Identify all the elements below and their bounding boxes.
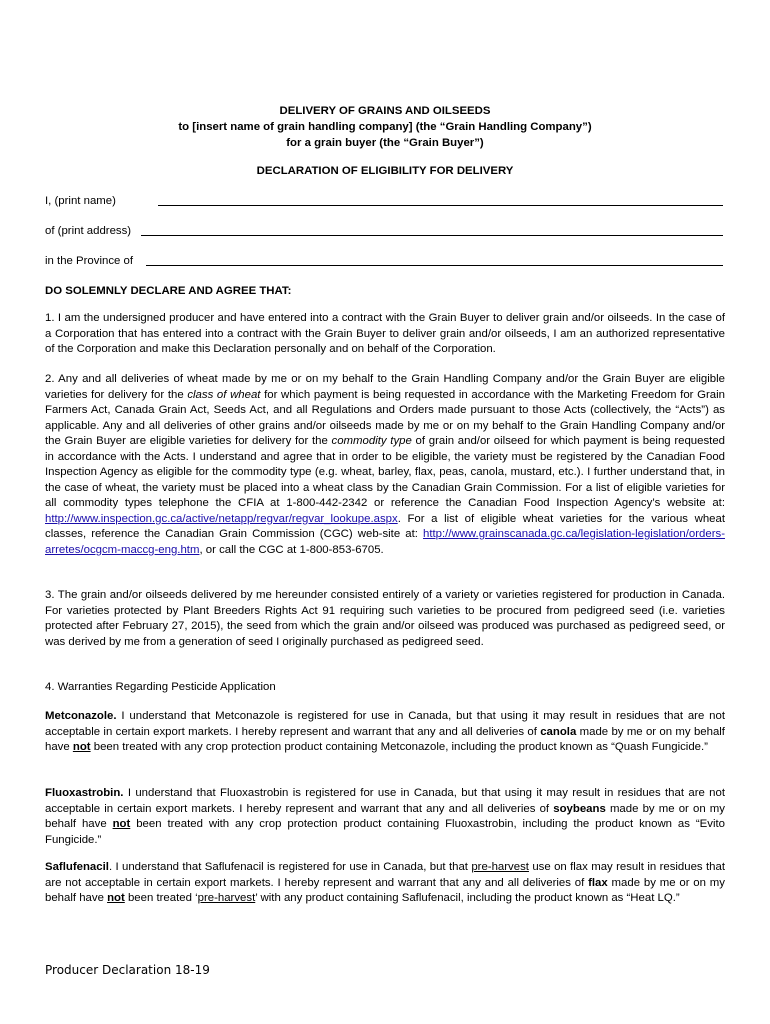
commodity-type-term: commodity type xyxy=(331,435,412,447)
print-address-blank[interactable] xyxy=(141,235,723,236)
metconazole-text-a: I understand that Metconazole is registered for use in Canada, but that using it may result in residues that are not acceptable in certain export markets. I hereby represent and warrant that any and all deliveries of xyxy=(45,710,725,738)
header-line-1: DELIVERY OF GRAINS AND OILSEEDS xyxy=(279,105,491,117)
fluoxastrobin-not: not xyxy=(112,818,131,830)
saflufenacil-title: Saflufenacil xyxy=(45,861,109,873)
header-line-2: to [insert name of grain handling company] (the “Grain Handling Company”) xyxy=(178,121,592,133)
fluoxastrobin-crop: soybeans xyxy=(553,802,606,815)
print-name-label: I, (print name) xyxy=(45,195,116,207)
metconazole-text-b: made by me or on my behalf have xyxy=(45,725,725,753)
fluoxastrobin-warranty xyxy=(45,786,725,848)
saflufenacil-crop: flax xyxy=(588,876,608,889)
print-address-label: of (print address) xyxy=(45,225,132,237)
saflufenacil-text-a: . I understand that Saflufenacil is registered for use in Canada, but that xyxy=(108,861,472,873)
print-name-blank[interactable] xyxy=(158,205,723,206)
metconazole-text-c: been treated with any crop protection product containing Metconazole, including the product known as “Quash Fungicide.” xyxy=(90,741,708,753)
saflufenacil-text-d: been treated ‘ xyxy=(124,892,198,904)
metconazole-title: Metconazole. xyxy=(45,710,117,722)
metconazole-warranty xyxy=(45,709,725,756)
solemn-declaration-heading: DO SOLEMNLY DECLARE AND AGREE THAT: xyxy=(45,285,292,297)
cfia-link[interactable]: http://www.inspection.gc.ca/active/netapp/regvar/regvar_lookupe.aspx xyxy=(45,512,398,525)
clause-4-heading: 4. Warranties Regarding Pesticide Application xyxy=(45,681,276,693)
header-line-3: for a grain buyer (the “Grain Buyer”) xyxy=(286,137,484,149)
clause-2 xyxy=(45,372,725,558)
province-blank[interactable] xyxy=(146,265,723,266)
fluoxastrobin-text-a: I understand that Fluoxastrobin is registered for use in Canada, but that using it may result in residues that are not acceptable in certain export markets. I hereby represent and warrant that any and all deliveries of xyxy=(45,787,725,815)
fluoxastrobin-text-b: made by me or on my behalf have xyxy=(45,802,725,830)
fluoxastrobin-title: Fluoxastrobin. xyxy=(45,787,124,799)
clause-2-text-e: , or call the CGC at 1-800-853-6705. xyxy=(199,543,384,556)
print-address-field[interactable] xyxy=(45,223,725,239)
saflufenacil-text-b: use on flax may result in residues that are not acceptable in certain export markets. I hereby represent and warrant that any and all deliveries of xyxy=(45,861,726,889)
declaration-title: DECLARATION OF ELIGIBILITY FOR DELIVERY xyxy=(256,165,514,177)
saflufenacil-pre-harvest-2: pre-harvest xyxy=(197,892,256,904)
saflufenacil-text-c: made by me or on my behalf have xyxy=(45,876,725,904)
clause-2-text-d: . For a list of eligible wheat varieties for the various wheat classes, reference the Canadian Grain Commission (CGC) web-site at: xyxy=(45,512,725,540)
saflufenacil-warranty xyxy=(45,860,725,907)
metconazole-not: not xyxy=(72,741,91,753)
saflufenacil-text-e: ’ with any product containing Saflufenacil, including the product known as “Heat LQ.” xyxy=(255,892,680,904)
clause-2-text-c: of grain and/or oilseed for which payment is being requested in accordance with the Acts. I understand and agree that in order to be eligible, the variety must be registered by the Canadian Food Inspection Agency as eligible for the commodity type (e.g. wheat, barley, flax, peas, canola, mustard, etc.). I further understand that, in the case of wheat, the variety must be placed into a wheat class by the Canadian Grain Commission. For a list of eligible varieties for all commodity types telephone the CFIA at 1-800-442-2342 or reference the Canadian Food Inspection Agency’s website at: xyxy=(45,435,725,509)
metconazole-crop: canola xyxy=(540,725,577,738)
print-name-field[interactable] xyxy=(45,193,725,209)
cgc-link[interactable]: http://www.grainscanada.gc.ca/legislation-legislation/orders-arretes/ocgcm-maccg-eng.htm xyxy=(45,528,725,556)
province-field[interactable] xyxy=(45,253,725,269)
class-of-wheat-term: class of wheat xyxy=(187,388,261,401)
fluoxastrobin-text-c: been treated with any crop protection product containing Fluoxastrobin, including the product known as “Evito Fungicide.” xyxy=(45,818,725,846)
clause-1: 1. I am the undersigned producer and have entered into a contract with the Grain Buyer to deliver grain and/or oilseeds. In the case of a Corporation that has entered into a contract with the Grain Buyer to deliver grain and/or oilseeds, I am an authorized representative of the Corporation and make this Declaration personally and on behalf of the Corporation. xyxy=(45,312,725,355)
clause-2-text-b: for which payment is being requested in accordance with the Marketing Freedom for Grain Farmers Act, Canada Grain Act, Seeds Act, and all Regulations and Orders made pursuant to those Acts (collectively, the “Acts”) as applicable. Any and all deliveries of other grains and/or oilseeds made by me or on my behalf to the Grain Handling Company and/or the Grain Buyer are eligible varieties for delivery for the xyxy=(45,388,725,447)
saflufenacil-pre-harvest: pre-harvest xyxy=(471,861,529,873)
clause-3: 3. The grain and/or oilseeds delivered by me hereunder consisted entirely of a variety or varieties registered for production in Canada. For varieties protected by Plant Breeders Rights Act 91 requiring such varieties to be procured from pedigreed seed (i.e. varieties protected after February 27, 2015), the seed from which the grain and/or oilseed was produced was purchased as pedigreed seed, or was derived by me from a generation of seed I originally purchased as pedigreed seed. xyxy=(45,589,725,648)
document-header xyxy=(0,103,770,151)
province-label: in the Province of xyxy=(45,255,134,267)
clause-2-text-a: 2. Any and all deliveries of wheat made by me or on my behalf to the Grain Handling Company and/or the Grain Buyer are eligible varieties for delivery for the xyxy=(45,373,725,401)
page-footer: Producer Declaration 18-19 xyxy=(45,963,210,977)
saflufenacil-not: not xyxy=(107,892,125,904)
